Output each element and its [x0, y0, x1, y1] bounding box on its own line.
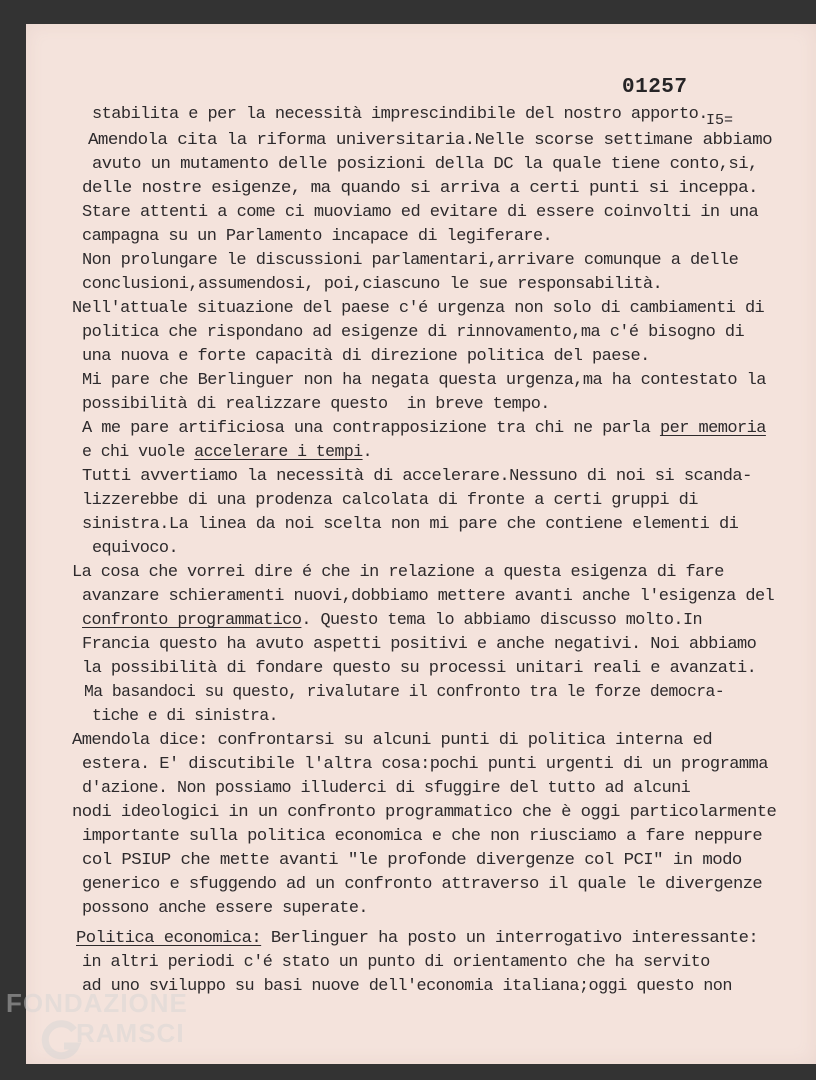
text-line: una nuova e forte capacità di direzione politica del paese.	[82, 346, 650, 365]
text-line: sinistra.La linea da noi scelta non mi pare che contiene elementi di	[82, 514, 739, 533]
text-line: La cosa che vorrei dire é che in relazione a questa esigenza di fare	[72, 562, 724, 581]
text-line: importante sulla politica economica e che non riusciamo a fare neppure	[82, 826, 763, 845]
gramsci-g-logo-icon	[40, 1020, 82, 1062]
text-line: ad uno sviluppo su basi nuove dell'economia italiana;oggi questo non	[82, 976, 732, 995]
watermark-line1: FONDAZIONE	[6, 988, 188, 1018]
fondazione-gramsci-watermark	[6, 990, 188, 1046]
text-line: Francia questo ha avuto aspetti positivi e anche negativi. Noi abbiamo	[82, 634, 757, 653]
text-line: col PSIUP che mette avanti "le profonde divergenze col PCI" in modo	[82, 850, 742, 869]
text-line: politica che rispondano ad esigenze di rinnovamento,ma c'é bisogno di	[82, 322, 745, 341]
text-line: conclusioni,assumendosi, poi,ciascuno le sue responsabilità.	[82, 274, 663, 293]
text-line: confronto programmatico. Questo tema lo abbiamo discusso molto.In	[82, 610, 703, 629]
text-line: delle nostre esigenze, ma quando si arriva a certi punti si inceppa.	[82, 178, 758, 197]
text-line: lizzerebbe di una prodenza calcolata di fronte a certi gruppi di	[82, 490, 698, 509]
text-line: Amendola cita la riforma universitaria.Nelle scorse settimane abbiamo	[88, 130, 772, 149]
text-line: A me pare artificiosa una contrapposizione tra chi ne parla per memoria	[82, 418, 766, 437]
text-line: estera. E' discutibile l'altra cosa:pochi punti urgenti di un programma	[82, 754, 768, 773]
text-line: possibilità di realizzare questo in breve tempo.	[82, 394, 550, 413]
underlined-phrase: accelerare i tempi	[194, 442, 363, 461]
text-line: avanzare schieramenti nuovi,dobbiamo mettere avanti anche l'esigenza del	[82, 586, 775, 605]
text-line: Nell'attuale situazione del paese c'é urgenza non solo di cambiamenti di	[72, 298, 765, 317]
text-line: Ma basandoci su questo, rivalutare il confronto tra le forze democra-	[84, 682, 725, 701]
text-line: campagna su un Parlamento incapace di legiferare.	[82, 226, 553, 245]
text-line: possono anche essere superate.	[82, 898, 368, 917]
text-line: avuto un mutamento delle posizioni della DC la quale tiene conto,si,	[92, 154, 758, 173]
text-line: Non prolungare le discussioni parlamentari,arrivare comunque a delle	[82, 250, 739, 269]
document-number: 01257	[622, 76, 688, 99]
text-line: tiche e di sinistra.	[92, 706, 278, 725]
text-line: e chi vuole accelerare i tempi.	[82, 442, 372, 461]
text-line: d'azione. Non possiamo illuderci di sfuggire del tutto ad alcuni	[82, 778, 691, 797]
text-line: Politica economica: Berlinguer ha posto un interrogativo interessante:	[76, 928, 759, 947]
text-line: Tutti avvertiamo la necessità di accelerare.Nessuno di noi si scanda-	[82, 466, 752, 485]
text-line: in altri periodi c'é stato un punto di orientamento che ha servito	[82, 952, 710, 971]
text-line: generico e sfuggendo ad un confronto attraverso il quale le divergenze	[82, 874, 763, 893]
text-line: nodi ideologici in un confronto programmatico che è oggi particolarmente	[72, 802, 777, 821]
text-line: stabilita e per la necessità imprescindibile del nostro apporto.	[92, 104, 708, 123]
text-line: Mi pare che Berlinguer non ha negata questa urgenza,ma ha contestato la	[82, 370, 766, 389]
document-page	[26, 24, 816, 1064]
underlined-phrase: confronto programmatico	[82, 610, 302, 629]
underlined-phrase: per memoria	[659, 418, 766, 437]
text-line: la possibilità di fondare questo su processi unitari reali e avanzati.	[82, 658, 757, 677]
underlined-phrase: Politica economica:	[76, 928, 262, 947]
text-line: Amendola dice: confrontarsi su alcuni punti di politica interna ed	[72, 730, 713, 749]
page-number: I5=	[706, 112, 734, 129]
text-line: Stare attenti a come ci muoviamo ed evitare di essere coinvolti in una	[82, 202, 759, 221]
text-line: equivoco.	[92, 538, 179, 557]
watermark-line2: RAMSCI	[76, 1018, 185, 1048]
